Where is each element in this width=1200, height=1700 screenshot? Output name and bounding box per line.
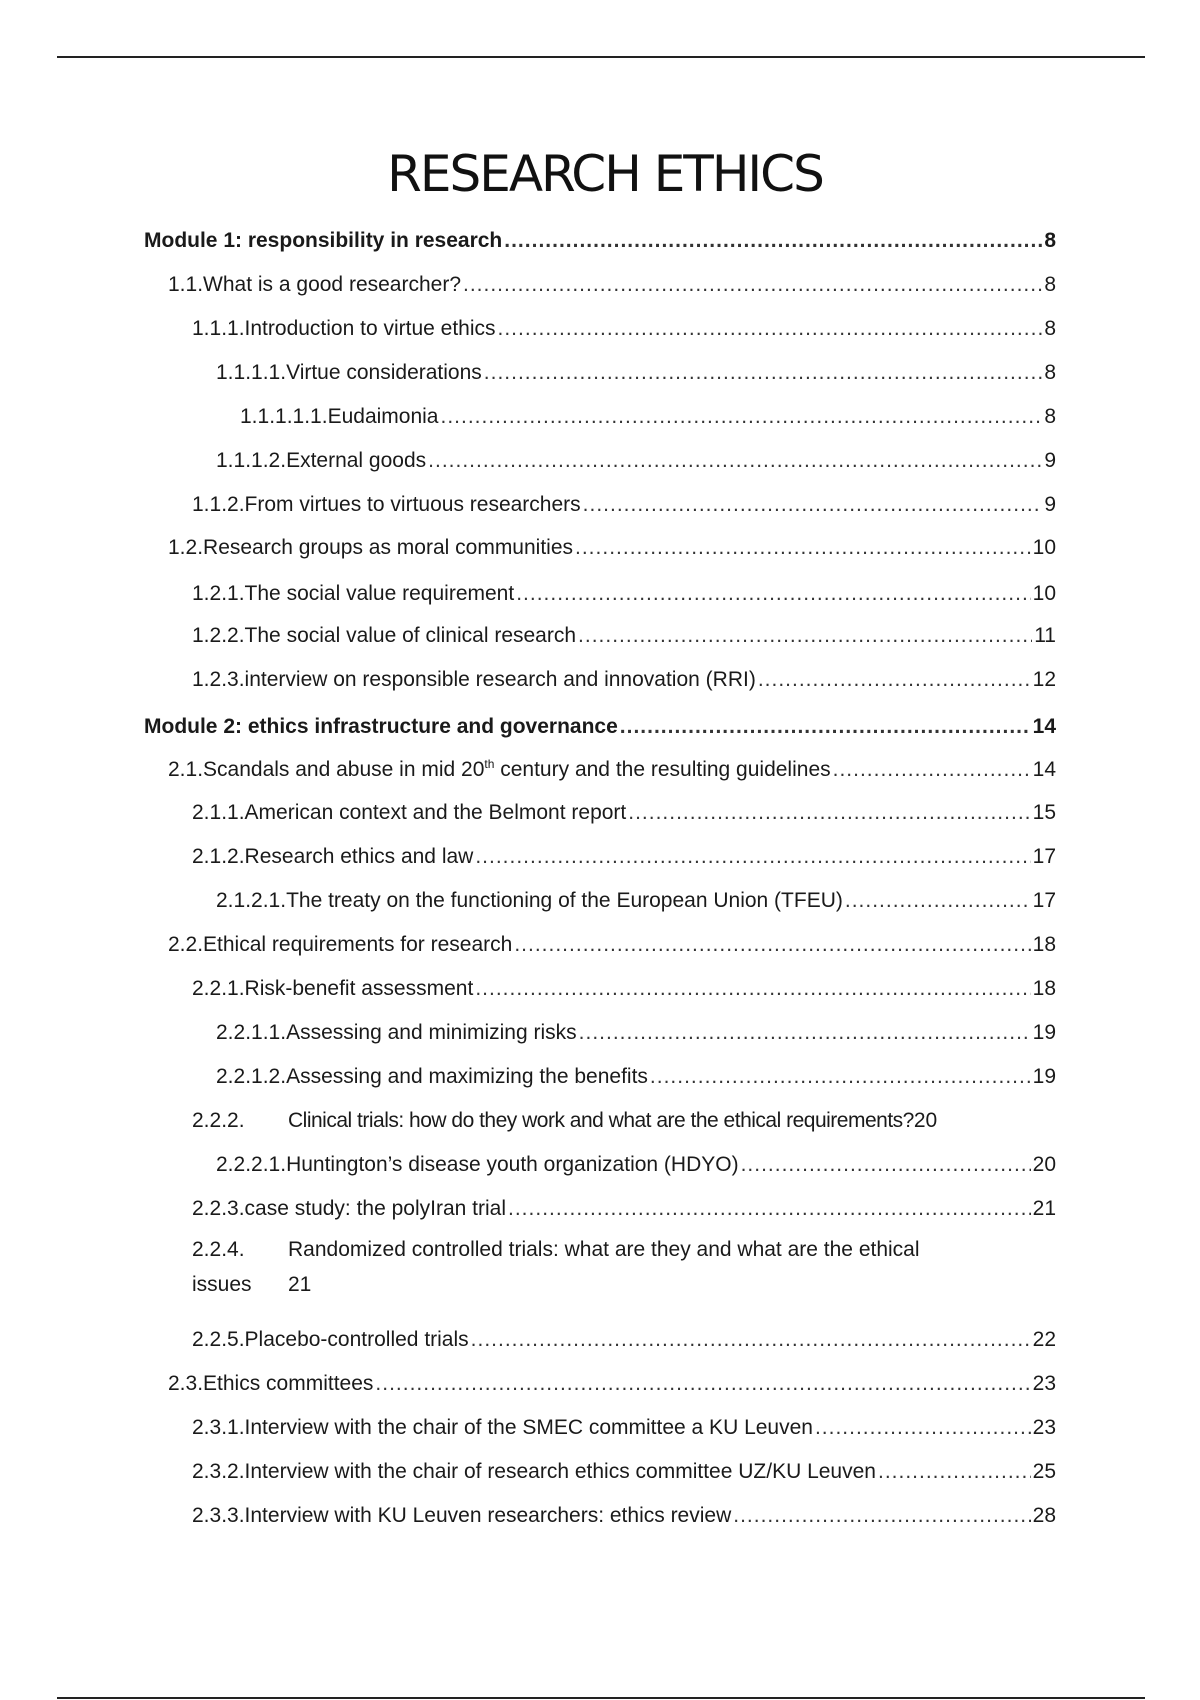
toc-entry-page: 12: [1032, 668, 1056, 691]
toc-leader-dots: [815, 1416, 1031, 1440]
toc-entry-number: 2.2.1.2.: [216, 1065, 287, 1088]
toc-leader-dots: [878, 1460, 1031, 1484]
toc-entry-text-part: Scandals and abuse in mid 20: [203, 758, 485, 781]
toc-entry[interactable]: [192, 845, 1056, 869]
toc-entry-number: 2.2.4.: [192, 1238, 245, 1261]
toc-leader-dots: [463, 273, 1042, 297]
toc-leader-dots: [508, 1197, 1031, 1221]
toc-entry[interactable]: [240, 405, 1056, 429]
toc-entry-number: 1.1.: [168, 273, 204, 296]
toc-entry-continuation: issues: [192, 1273, 252, 1296]
toc-entry-text: The social value requirement: [244, 582, 515, 605]
toc-entry-text: Research groups as moral communities: [203, 536, 574, 559]
toc-entry[interactable]: [168, 1372, 1056, 1396]
toc-entry-number: 1.2.3.: [192, 668, 245, 691]
toc-entry-page: 20: [1032, 1153, 1056, 1176]
toc-leader-dots: [475, 845, 1030, 869]
toc-entry-text: [203, 757, 831, 782]
toc-entry[interactable]: [192, 668, 1056, 692]
toc-entry-page: 11: [1034, 624, 1056, 647]
toc-entry-number: 2.2.: [168, 933, 204, 956]
toc-entry-page: 25: [1032, 1460, 1056, 1483]
toc-entry-page: 22: [1032, 1328, 1056, 1351]
toc-entry-superscript: th: [484, 757, 495, 771]
toc-entry-number: 2.2.3.: [192, 1197, 245, 1220]
toc-entry[interactable]: [216, 1021, 1056, 1045]
toc-leader-dots: [516, 582, 1030, 606]
toc-entry-text: Module 2: ethics infrastructure and governance: [144, 715, 618, 738]
toc-leader-dots: [428, 449, 1042, 473]
toc-entry[interactable]: [192, 493, 1056, 517]
toc-leader-dots: [583, 493, 1043, 517]
toc-entry-text: interview on responsible research and innovation (RRI): [244, 668, 756, 691]
toc-leader-dots: [475, 977, 1030, 1001]
toc-entry-text: Placebo-controlled trials: [244, 1328, 469, 1351]
toc-leader-dots: [845, 889, 1031, 913]
toc-entry-number: 2.1.2.: [192, 845, 245, 868]
toc-entry-module[interactable]: [144, 715, 1056, 739]
toc-entry[interactable]: [192, 1460, 1056, 1484]
toc-entry-text: American context and the Belmont report: [244, 801, 627, 824]
toc-entry-page: 21: [1032, 1197, 1056, 1220]
toc-entry-page: 18: [1032, 977, 1056, 1000]
toc-entry-page: 21: [288, 1273, 312, 1296]
toc-entry-number: 1.1.2.: [192, 493, 245, 516]
toc-entry-page: 19: [1032, 1021, 1056, 1044]
toc-entry[interactable]: [192, 582, 1056, 606]
toc-entry-number: 2.3.3.: [192, 1504, 245, 1527]
toc-entry-number: 2.2.5.: [192, 1328, 245, 1351]
toc-entry[interactable]: [168, 273, 1056, 297]
toc-entry[interactable]: [216, 361, 1056, 385]
toc-entry-text-part: century and the resulting guidelines: [494, 758, 831, 781]
toc-entry-page: 14: [1032, 758, 1056, 781]
toc-entry-text: Introduction to virtue ethics: [244, 317, 496, 340]
toc-entry-text: Assessing and maximizing the benefits: [286, 1065, 648, 1088]
toc-entry-number: 2.1.1.: [192, 801, 245, 824]
toc-entry[interactable]: [192, 1416, 1056, 1440]
toc-entry[interactable]: [168, 757, 1056, 782]
toc-entry[interactable]: [216, 1065, 1056, 1089]
toc-entry-number: 2.2.2.: [192, 1109, 245, 1132]
toc-leader-dots: [628, 801, 1030, 825]
toc-leader-dots: [579, 1021, 1031, 1045]
toc-entry[interactable]: [192, 977, 1056, 1001]
toc-entry-text: Risk-benefit assessment: [244, 977, 474, 1000]
toc-entry-text: The social value of clinical research: [244, 624, 577, 647]
toc-entry-page: 8: [1044, 273, 1056, 296]
toc-entry-text: case study: the polyIran trial: [244, 1197, 507, 1220]
toc-entry-page: 28: [1032, 1504, 1056, 1527]
toc-entry-text: Huntington’s disease youth organization (HDYO): [286, 1153, 739, 1176]
toc-leader-dots: [484, 361, 1043, 385]
toc-entry-number: 2.3.2.: [192, 1460, 245, 1483]
toc-entry-text: Ethical requirements for research: [203, 933, 513, 956]
toc-entry-number: 1.2.2.: [192, 624, 245, 647]
toc-entry-page: 18: [1032, 933, 1056, 956]
toc-entry-number: 1.2.: [168, 536, 204, 559]
toc-entry-number: 2.1.2.1.: [216, 889, 287, 912]
toc-entry-page: 15: [1032, 801, 1056, 824]
toc-entry-number: 2.3.: [168, 1372, 204, 1395]
toc-entry[interactable]: [192, 317, 1056, 341]
toc-entry[interactable]: [192, 1197, 1056, 1221]
toc-entry[interactable]: [216, 889, 1056, 913]
toc-entry-module[interactable]: [144, 229, 1056, 253]
toc-entry-text: Clinical trials: how do they work and what are the ethical requirements?: [288, 1109, 914, 1132]
footer-rule: [57, 1697, 1145, 1699]
toc-entry-page: 9: [1044, 449, 1056, 472]
toc-entry-text: Assessing and minimizing risks: [286, 1021, 577, 1044]
toc-leader-dots: [578, 624, 1032, 648]
toc-entry-page: 8: [1044, 317, 1056, 340]
toc-entry-number: 1.1.1.2.: [216, 449, 287, 472]
toc-entry[interactable]: [192, 1109, 1056, 1133]
toc-entry-text: Interview with the chair of research ethics committee UZ/KU Leuven: [244, 1460, 876, 1483]
toc-entry-text: From virtues to virtuous researchers: [244, 493, 581, 516]
toc-leader-dots: [514, 933, 1030, 957]
toc-entry-number: 1.1.1.: [192, 317, 245, 340]
toc-leader-dots: [650, 1065, 1031, 1089]
toc-entry-page: 8: [1044, 405, 1056, 428]
toc-entry-number: 2.1.: [168, 758, 204, 781]
toc-entry[interactable]: [216, 1153, 1056, 1177]
toc-entry[interactable]: [168, 536, 1056, 560]
document-title: RESEARCH ETHICS: [387, 145, 823, 203]
toc-leader-dots: [733, 1504, 1030, 1528]
toc-entry-page: 8: [1044, 229, 1056, 252]
toc-entry-text: What is a good researcher?: [203, 273, 461, 296]
toc-entry-page: 14: [1032, 715, 1056, 738]
toc-entry-page: 23: [1032, 1416, 1056, 1439]
toc-entry-number: 2.2.1.: [192, 977, 245, 1000]
toc-entry-number: 2.3.1.: [192, 1416, 245, 1439]
toc-entry-page: 10: [1032, 582, 1056, 605]
toc-entry[interactable]: [192, 624, 1056, 648]
toc-entry-page: 8: [1044, 361, 1056, 384]
header-rule: [57, 56, 1145, 58]
toc-leader-dots: [620, 715, 1031, 739]
toc-entry-text: Interview with KU Leuven researchers: ethics review: [244, 1504, 732, 1527]
toc-entry-page: 23: [1032, 1372, 1056, 1395]
toc-entry[interactable]: [192, 1328, 1056, 1352]
toc-entry[interactable]: [216, 449, 1056, 473]
toc-entry-page: 20: [913, 1109, 938, 1132]
toc-entry-wrapped[interactable]: [192, 1232, 1056, 1302]
toc-entry-number: 1.2.1.: [192, 582, 245, 605]
toc-entry-number: 1.1.1.1.1.: [240, 405, 328, 428]
toc-entry-text: Eudaimonia: [327, 405, 439, 428]
toc-entry-text: Virtue considerations: [286, 361, 482, 384]
toc-entry-number: 2.2.1.1.: [216, 1021, 287, 1044]
toc-leader-dots: [833, 758, 1031, 782]
toc-entry-text: Interview with the chair of the SMEC committee a KU Leuven: [244, 1416, 813, 1439]
toc-entry-page: 17: [1032, 889, 1056, 912]
toc-entry-text: External goods: [286, 449, 427, 472]
toc-leader-dots: [575, 536, 1031, 560]
toc-entry-text: Module 1: responsibility in research: [144, 229, 503, 252]
toc-entry-page: 17: [1032, 845, 1056, 868]
toc-leader-dots: [375, 1372, 1030, 1396]
toc-leader-dots: [498, 317, 1043, 341]
toc-entry-number: 1.1.1.1.: [216, 361, 287, 384]
toc-entry-text: Ethics committees: [203, 1372, 374, 1395]
toc-entry-text: The treaty on the functioning of the European Union (TFEU): [286, 889, 843, 912]
toc-leader-dots: [471, 1328, 1031, 1352]
toc-entry[interactable]: [192, 1504, 1056, 1528]
toc-leader-dots: [440, 405, 1042, 429]
toc-leader-dots: [758, 668, 1031, 692]
toc-entry[interactable]: [192, 801, 1056, 825]
toc-entry-page: 9: [1044, 493, 1056, 516]
toc-entry[interactable]: [168, 933, 1056, 957]
toc-entry-text: Randomized controlled trials: what are they and what are the ethical: [288, 1238, 920, 1261]
toc-leader-dots: [741, 1153, 1031, 1177]
toc-entry-text: Research ethics and law: [244, 845, 474, 868]
toc-entry-page: 19: [1032, 1065, 1056, 1088]
toc-entry-number: 2.2.2.1.: [216, 1153, 287, 1176]
toc-entry-page: 10: [1032, 536, 1056, 559]
toc-leader-dots: [504, 229, 1042, 253]
